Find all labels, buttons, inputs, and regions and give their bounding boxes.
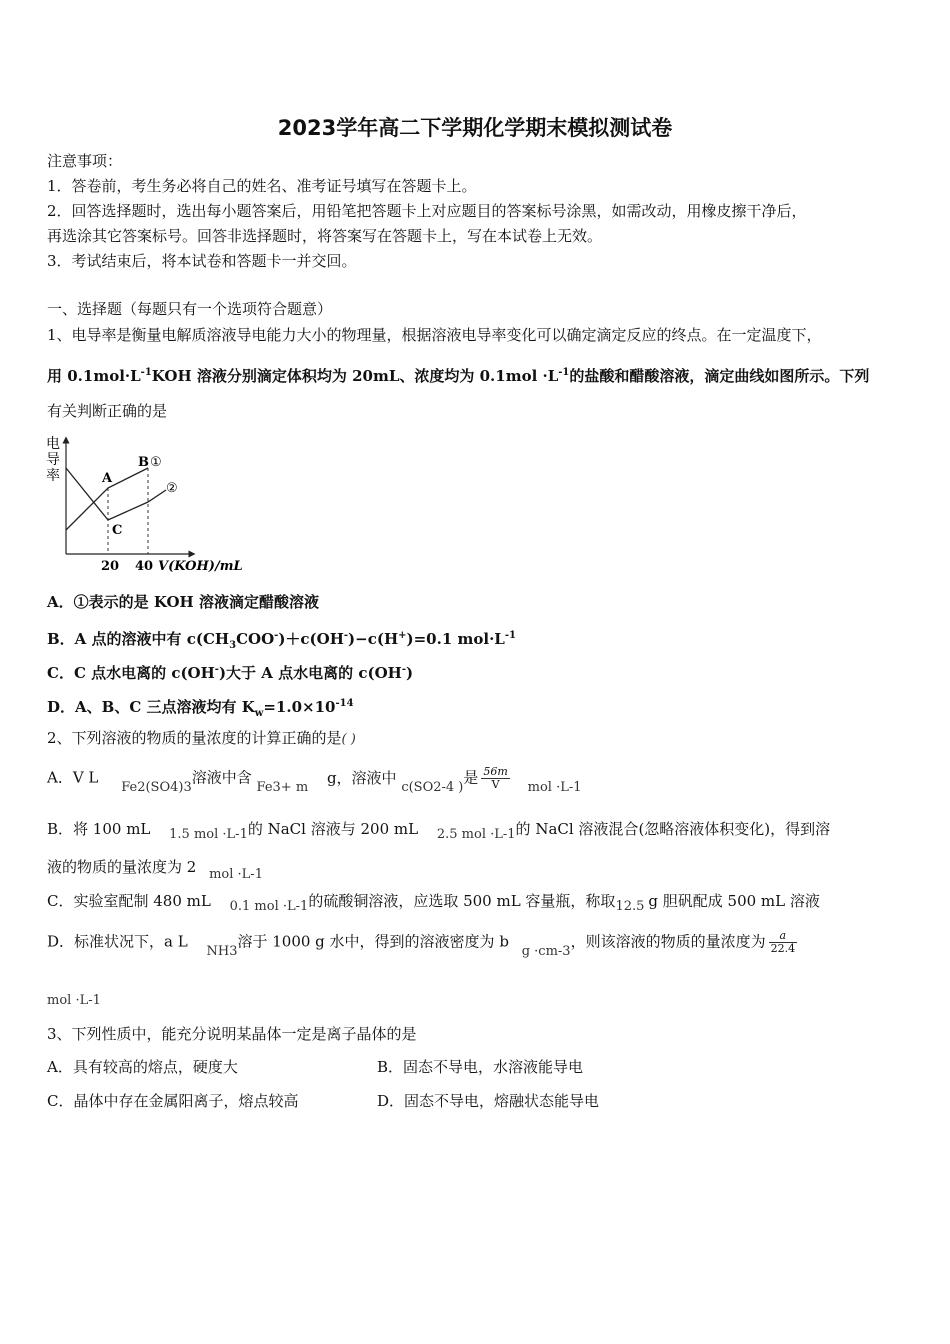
q2-option-c: C．实验室配制 480 mL 0.1 mol ·L-1的硫酸铜溶液，应选取 500 mL 容量瓶，称取12.5 g 胆矾配成 500 mL 溶液 [47,892,820,914]
curve-2-label: ② [166,481,178,496]
point-c-label: C [112,523,123,538]
notice-item-2: 2．回答选择题时，选出每小题答案后，用铅笔把答题卡上对应题目的答案标号涂黑，如需改动，用橡皮擦干净后， [47,202,807,220]
tick-20: 20 [101,559,120,574]
y-label-2: 导 [46,452,60,468]
point-b-label: B [138,455,149,470]
q3-option-d: D．固态不导电，熔融状态能导电 [377,1092,600,1110]
q2-option-a: A．V L Fe2(SO4)3溶液中含 Fe3+ m g，溶液中 c(SO2-4 )是 $\frac{56m}{V}$ mol ·L-1 [47,765,582,795]
notice-item-2-cont: 再选涂其它答案标号。回答非选择题时，将答案写在答题卡上，写在本试卷上无效。 [47,227,603,245]
q2-option-b: B．将 100 mL 1.5 mol ·L-1的 NaCl 溶液与 200 mL 2.5 mol ·L-1的 NaCl 溶液混合(忽略溶液体积变化)，得到溶 [47,820,831,842]
y-label-3: 率 [46,468,60,484]
q1-option-d: D．A、B、C 三点溶液均有 $K_w=1.0\times 10^{-14}$ [47,698,354,719]
q2a-fraction: $\frac{56m}{V}$ [483,765,508,791]
notice-item-1: 1．答卷前，考生务必将自己的姓名、准考证号填写在答题卡上。 [47,177,477,195]
q3-option-a: A．具有较高的熔点，硬度大 [47,1058,238,1076]
notice-heading: 注意事项： [47,152,123,170]
q2-stem: 2、下列溶液的物质的量浓度的计算正确的是( ) [47,729,356,747]
q3-option-b: B．固态不导电，水溶液能导电 [377,1058,584,1076]
x-axis-label: V(KOH)/mL [158,559,243,574]
q1-stem-line2: 用 $0.1mol\cdot L^{-1}KOH$ 溶液分别滴定体积均为 20mL、浓度均为 $0.1mol \cdot L^{-1}$的盐酸和醋酸溶液，滴定曲线如图所示。下列 [47,367,870,385]
q2d-fraction: $\frac{a}{22.4}$ [770,929,796,955]
y-label-1: 电 [46,436,60,452]
q1-stem-line3: 有关判断正确的是 [47,402,168,420]
page-title: 2023学年高二下学期化学期末模拟测试卷 [277,116,673,140]
q3-option-c: C．晶体中存在金属阳离子，熔点较高 [47,1092,299,1110]
q2-option-b-cont: 液的物质的量浓度为 2 mol ·L-1 [47,858,263,882]
section-heading: 一、选择题（每题只有一个选项符合题意） [47,300,333,318]
q2-option-d: D．标准状况下，a L NH3溶于 1000 g 水中，得到的溶液密度为 b g ·cm-3，则该溶液的物质的量浓度为 $\frac{a}{22.4}$ [47,929,796,959]
q2-option-d-cont: mol ·L-1 [47,993,101,1008]
q1-option-b: B．A 点的溶液中有 $c(CH_3COO^-)+c(OH^-)-c(H^+)=0.1$ $mol\cdot L^{-1}$ [47,630,516,651]
q3-stem: 3、下列性质中，能充分说明某晶体一定是离子晶体的是 [47,1025,417,1043]
point-a-label: A [102,471,113,486]
curve-1-label: ① [150,455,162,470]
q1-stem-line1: 1、电导率是衡量电解质溶液导电能力大小的物理量，根据溶液电导率变化可以确定滴定反应的终点。在一定温度下， [47,326,822,344]
tick-40: 40 [135,559,154,574]
curve-2 [66,468,166,520]
notice-item-3: 3．考试结束后，将本试卷和答题卡一并交回。 [47,252,357,270]
q1-option-c: C．C 点水电离的 c(OH-)大于 A 点水电离的 c(OH-) [47,664,414,682]
titration-graph [42,432,252,580]
q1-option-a: A．①表示的是 KOH 溶液滴定醋酸溶液 [47,593,319,611]
